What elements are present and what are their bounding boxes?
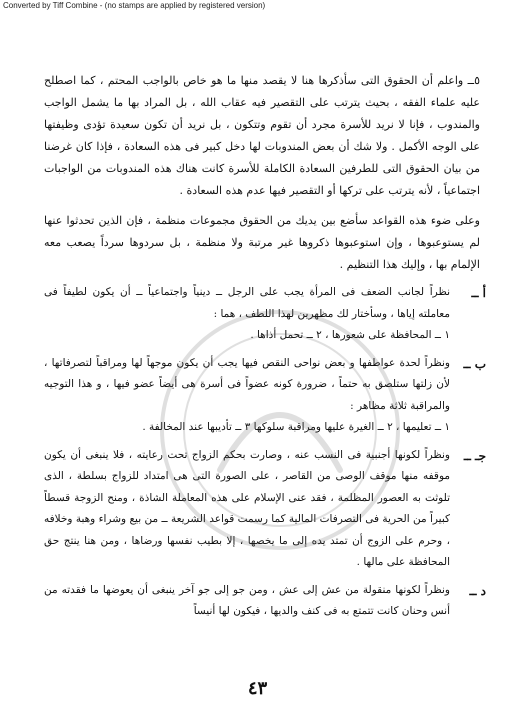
list-item-d <box>44 580 486 623</box>
list-item-text: ونظراً لكونها منقولة من عش إلى عش ، ومن جو إلى جو آخر ينبغى أن يعوضها ما فقدته من أنس وحنان كانت تتمتع به فى كنف والديها ، فيكون لها أنيساً <box>44 583 450 617</box>
converter-banner: Converted by Tiff Combine - (no stamps are applied by registered version) <box>3 1 266 10</box>
page-body <box>44 70 486 623</box>
intro-paragraph-2: وعلى ضوء هذه القواعد سأضع بين يديك من الحقوق مجموعات منظمة ، فإن الذين تحدثوا عنها لم يستوعبوها ، وإن استوعبوها ذكروها غير مرتبة ولا منظمة ، بل سردوها سرداً يصعب معه الإلمام بها ، وإليك هذا التنظيم . <box>44 214 480 271</box>
list-marker: ب ــ <box>463 356 486 371</box>
list-item-c <box>44 445 486 574</box>
intro-paragraph-1: ٥ــ واعلم أن الحقوق التى سأذكرها هنا لا يقصد منها ما هو خاص بالواجب المحتم ، كما اصطلح عليه علماء الفقه ، بحيث يترتب على التقصير فيه عقاب الله ، بل المراد بها ما يشمل الواجب والمندوب ، فإنا لا نريد للأسرة مجرد أن تقوم وتتكون ، بل نريد أن تكون سعيدة تؤدى وظيفتها على الوجه الأكمل . ولا شك أن بعض المندوبات لها دخل كبير فى هذه السعادة ، فإذا كان غرضنا من بيان الحقوق التى للطرفين السعادة الكاملة للأسرة كانت هناك هذه المندوبات من الواجبات اجتماعياً ، لأنه يترتب على تركها أو التقصير فيها عدم هذه السعادة . <box>44 74 480 197</box>
list-item-b <box>44 353 486 439</box>
list-marker: أ ــ <box>471 286 486 300</box>
list-item-text: نظراً لجانب الضعف فى المرأة يجب على الرجل ــ دينياً واجتماعياً ــ أن يكون لطيفاً فى معاملته إياها ، وسأختار لك مظهرين لهذا اللطف ، هما : <box>44 286 450 320</box>
list-item-text: ونظراً لكونها أجنبية فى النسب عنه ، وصارت بحكم الزواج تحت رعايته ، فلا ينبغى أن يكون موقفه منها موقف الوصى من القاصر ، على الصورة التى هى امتداد للزواج بسلطة ، الذى تلوثت به العصور المظلمة ، فقد عنى الإسلام على هذه المعاملة الشاذة ، ومنح الزوجة قسطاً كبيراً من الحرية فى التصرفات المالية كما رسمت قواعد الشريعة ــ من بيع وشراء وهبة وخلافه ، وحرم على الزوج أن تمتد يده إلى ما يخصها ، إلا بطيب نفسها ورضاها ، ومن هنا ينتج حق المحافظة على مالها . <box>44 448 451 568</box>
list-marker: د ــ <box>469 583 486 598</box>
page-number: ٤٣ <box>247 678 268 699</box>
list-item-subpoints: ١ ــ المحافظة على شعورها ، ٢ ــ تحمل أذاها . <box>250 329 450 341</box>
list-item-a <box>44 282 486 347</box>
list-item-text: ونظراً لحدة عواطفها و بعض نواحى النقص فيها يجب أن يكون موجهاً لها ومراقباً لتصرفاتها ، لأن زلتها ستلصق به حتماً ، ضرورة كونه عضواً فى أسرة هى أيضاً عضو فيها ، و هذا التوجيه والمراقبة ثلاثة مظاهر : <box>44 356 450 412</box>
list-item-subpoints: ١ ــ تعليمها ، ٢ ــ الغيرة عليها ومراقبة سلوكها ٣ ــ تأديبها عند المخالفة . <box>142 421 450 433</box>
list-marker: جـ ــ <box>463 448 486 463</box>
